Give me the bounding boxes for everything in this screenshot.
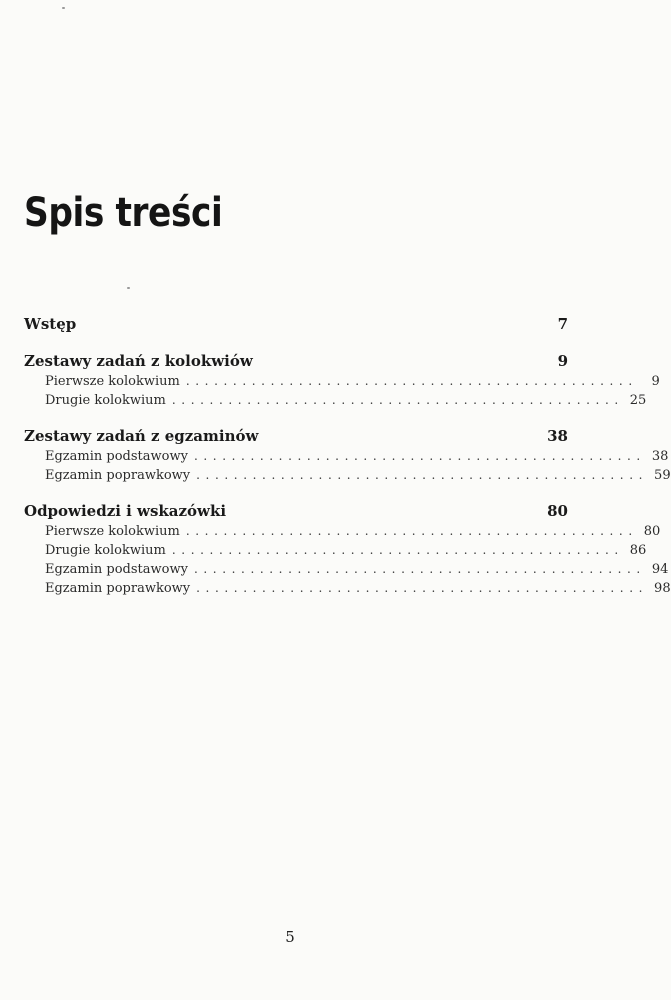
toc-item-title: Egzamin poprawkowy (45, 468, 191, 483)
toc-item-title: Egzamin podstawowy (45, 562, 188, 577)
toc-item-title: Drugie kolokwium (45, 543, 166, 558)
toc-item-title: Pierwsze kolokwium (45, 524, 180, 539)
toc-section (24, 425, 671, 485)
table-of-contents (24, 313, 671, 613)
toc-dot-leader: ................................................ (193, 449, 646, 463)
toc-entry-main[interactable] (24, 350, 568, 372)
paper-speck (62, 7, 65, 9)
toc-entry-sub[interactable] (24, 372, 660, 391)
toc-item-title: Drugie kolokwium (45, 393, 166, 408)
toc-item-page: 59 (654, 468, 671, 483)
toc-entry-sub[interactable] (24, 391, 647, 410)
toc-section (24, 500, 671, 598)
toc-section-page: 7 (557, 315, 568, 333)
toc-item-page: 94 (651, 562, 669, 577)
toc-section-title: Zestawy zadań z kolokwiów (24, 352, 253, 370)
toc-entry-sub[interactable] (24, 447, 669, 466)
toc-item-page: 80 (643, 524, 661, 539)
toc-item-page: 98 (654, 581, 671, 596)
toc-section-page: 9 (557, 352, 568, 370)
toc-entry-sub[interactable] (24, 522, 661, 541)
toc-entry-main[interactable] (24, 313, 568, 335)
toc-entry-sub[interactable] (24, 560, 669, 579)
toc-item-title: Egzamin podstawowy (45, 449, 188, 464)
toc-dot-leader: ................................................ (193, 562, 646, 576)
toc-dot-leader: ................................................ (196, 468, 649, 482)
toc-item-page: 38 (651, 449, 669, 464)
toc-section (24, 350, 660, 410)
toc-entry-sub[interactable] (24, 579, 671, 598)
toc-entry-sub[interactable] (24, 541, 647, 560)
toc-item-title: Pierwsze kolokwium (45, 374, 180, 389)
toc-dot-leader: ................................................ (171, 543, 624, 557)
toc-entry-main[interactable] (24, 425, 568, 447)
toc-item-page: 9 (651, 374, 660, 389)
toc-section-title: Wstęp (24, 315, 77, 333)
toc-entry-sub[interactable] (24, 466, 671, 485)
toc-dot-leader: ................................................ (196, 581, 649, 595)
toc-section-title: Odpowiedzi i wskazówki (24, 502, 227, 520)
toc-section (24, 313, 568, 335)
toc-item-title: Egzamin poprawkowy (45, 581, 191, 596)
page-number: 5 (285, 928, 295, 946)
toc-item-page: 86 (629, 543, 647, 558)
toc-dot-leader: ................................................ (171, 393, 624, 407)
paper-speck (127, 287, 130, 289)
toc-dot-leader: ................................................ (185, 524, 638, 538)
toc-section-page: 38 (547, 427, 568, 445)
toc-entry-main[interactable] (24, 500, 568, 522)
toc-dot-leader: ................................................ (185, 374, 638, 388)
toc-section-title: Zestawy zadań z egzaminów (24, 427, 259, 445)
toc-item-page: 25 (629, 393, 647, 408)
toc-section-page: 80 (547, 502, 568, 520)
toc-heading: Spis treści (24, 190, 223, 236)
